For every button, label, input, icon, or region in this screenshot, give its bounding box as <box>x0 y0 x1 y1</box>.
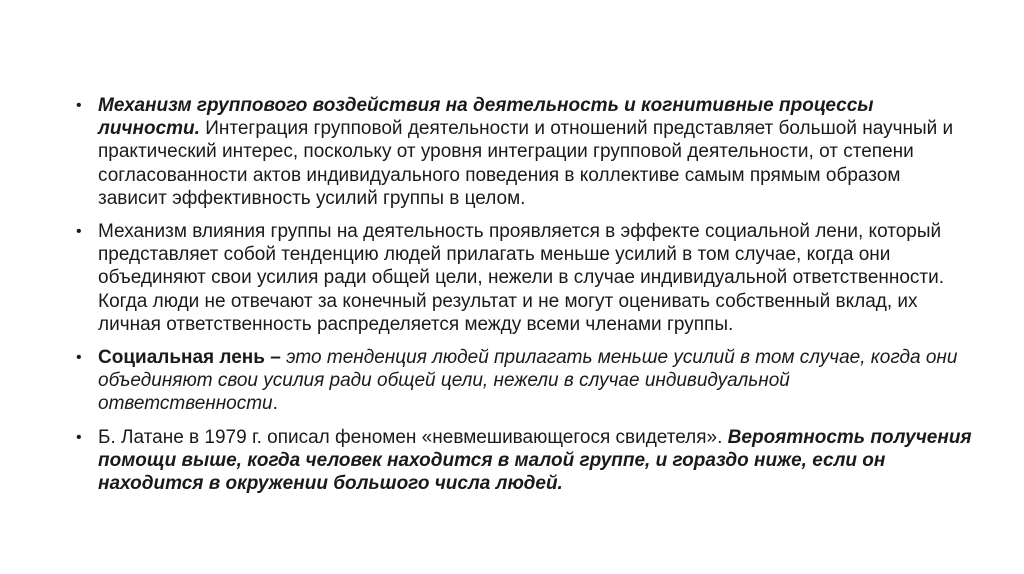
bullet-list <box>74 94 974 505</box>
bullet-marker: • <box>76 97 82 114</box>
bullet-heading: Механизм группового воздействия на деятельность и когнитивные процессы личности. <box>98 95 874 140</box>
bullet-text: . <box>272 393 278 415</box>
bullet-item-mechanism-group-impact <box>74 94 974 210</box>
bullet-definition: это тенденция людей прилагать меньше усилий в том случае, когда они объединяют свои усилия ради общей цели, нежели в случае индивидуальной ответственности <box>98 347 958 415</box>
bullet-emphasis: Вероятность получения помощи выше, когда человек находится в малой группе, и гораздо ниже, если он находится в окружении большого числа людей. <box>98 426 972 495</box>
bullet-text: Б. Латане в 1979 г. описал феномен «невмешивающегося свидетеля». <box>98 426 728 448</box>
bullet-marker: • <box>76 223 82 241</box>
bullet-marker: • <box>76 428 82 446</box>
bullet-marker: • <box>76 349 82 367</box>
bullet-text: Интеграция групповой деятельности и отношений представляет большой научный и практический интерес, поскольку от уровня интеграции групповой деятельности, от степени согласованности актов индивидуального поведения в коллективе самым прямым образом зависит эффективность усилий группы в целом. <box>98 118 954 209</box>
bullet-item-social-loafing <box>74 346 974 416</box>
bullet-text: Механизм влияния группы на деятельность проявляется в эффекте социальной лени, который представляет собой тенденцию людей прилагать меньше усилий в том случае, когда они объединяют свои усилия ради общей цели, нежели в случае индивидуальной ответственности. Когда люди не отвечают за конечный результат и не могут оценивать собственный вклад, их личная ответственность распределяется между всеми членами группы. <box>98 221 945 335</box>
bullet-item-latane <box>74 426 974 496</box>
bullet-term: Социальная лень – <box>98 347 281 369</box>
bullet-item-mechanism-influence <box>74 220 974 336</box>
